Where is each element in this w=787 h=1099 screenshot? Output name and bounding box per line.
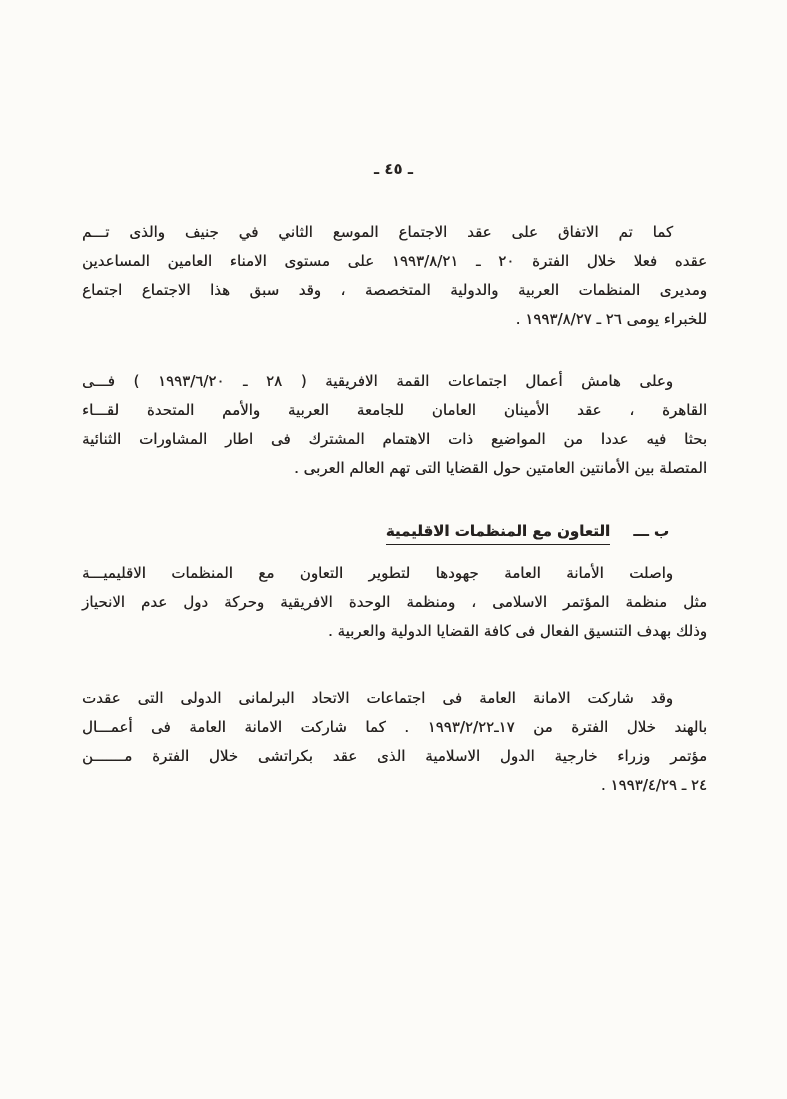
paragraph-geneva-meeting [82, 218, 707, 334]
section-heading [82, 517, 707, 546]
text-line: بحثا فيه عددا من المواضيع ذات الاهتمام المشترك فى اطار المشاورات الثنائية [82, 430, 707, 448]
text-line: عقده فعلا خلال الفترة ٢٠ ـ ١٩٩٣/٨/٢١ على مستوى الامناء العامين المساعدين [82, 252, 707, 270]
text-line: وعلى هامش أعمال اجتماعات القمة الافريقية ( ٢٨ ـ ١٩٩٣/٦/٢٠ ) فـــى [82, 372, 674, 390]
page-content [82, 218, 707, 800]
section-title: التعاون مع المنظمات الاقليمية [386, 522, 610, 545]
text-line: للخبراء يومى ٢٦ ـ ١٩٩٣/٨/٢٧ . [515, 310, 707, 328]
text-line: وذلك بهدف التنسيق الفعال فى كافة القضايا الدولية والعربية . [327, 622, 707, 640]
text-line: ٢٤ ـ ١٩٩٣/٤/٢٩ . [600, 776, 707, 794]
text-line: كما تم الاتفاق على عقد الاجتماع الموسع الثاني في جنيف والذى تـــم [82, 223, 673, 241]
paragraph-regional-organizations [82, 559, 707, 646]
text-line: المتصلة بين الأمانتين العامتين حول القضايا التى تهم العالم العربى . [294, 459, 707, 477]
text-line: مؤتمر وزراء خارجية الدول الاسلامية الذى عقد بكراتشى خلال الفترة مـــــــن [82, 747, 707, 765]
text-line: بالهند خلال الفترة من ١٧ـ١٩٩٣/٢/٢٢ . كما شاركت الامانة العامة فى أعمـــال [82, 718, 708, 736]
text-line: وقد شاركت الامانة العامة فى اجتماعات الاتحاد البرلمانى الدولى التى عقدت [82, 689, 673, 707]
text-line: ومديرى المنظمات العربية والدولية المتخصصة ، وقد سبق هذا الاجتماع اجتماع [82, 281, 707, 299]
paragraph-parliamentary-union [82, 684, 707, 800]
text-line: مثل منظمة المؤتمر الاسلامى ، ومنظمة الوحدة الافريقية وحركة دول عدم الانحياز [82, 593, 707, 611]
page-number: ـ ٤٥ ـ [373, 160, 414, 178]
paragraph-african-summit [82, 367, 707, 483]
text-line: واصلت الأمانة العامة جهودها لتطوير التعاون مع المنظمات الاقليميـــة [82, 564, 673, 582]
section-marker: ب ـــ [633, 522, 669, 540]
text-line: القاهرة ، عقد الأمينان العامان للجامعة العربية والأمم المتحدة لقـــاء [82, 401, 707, 419]
